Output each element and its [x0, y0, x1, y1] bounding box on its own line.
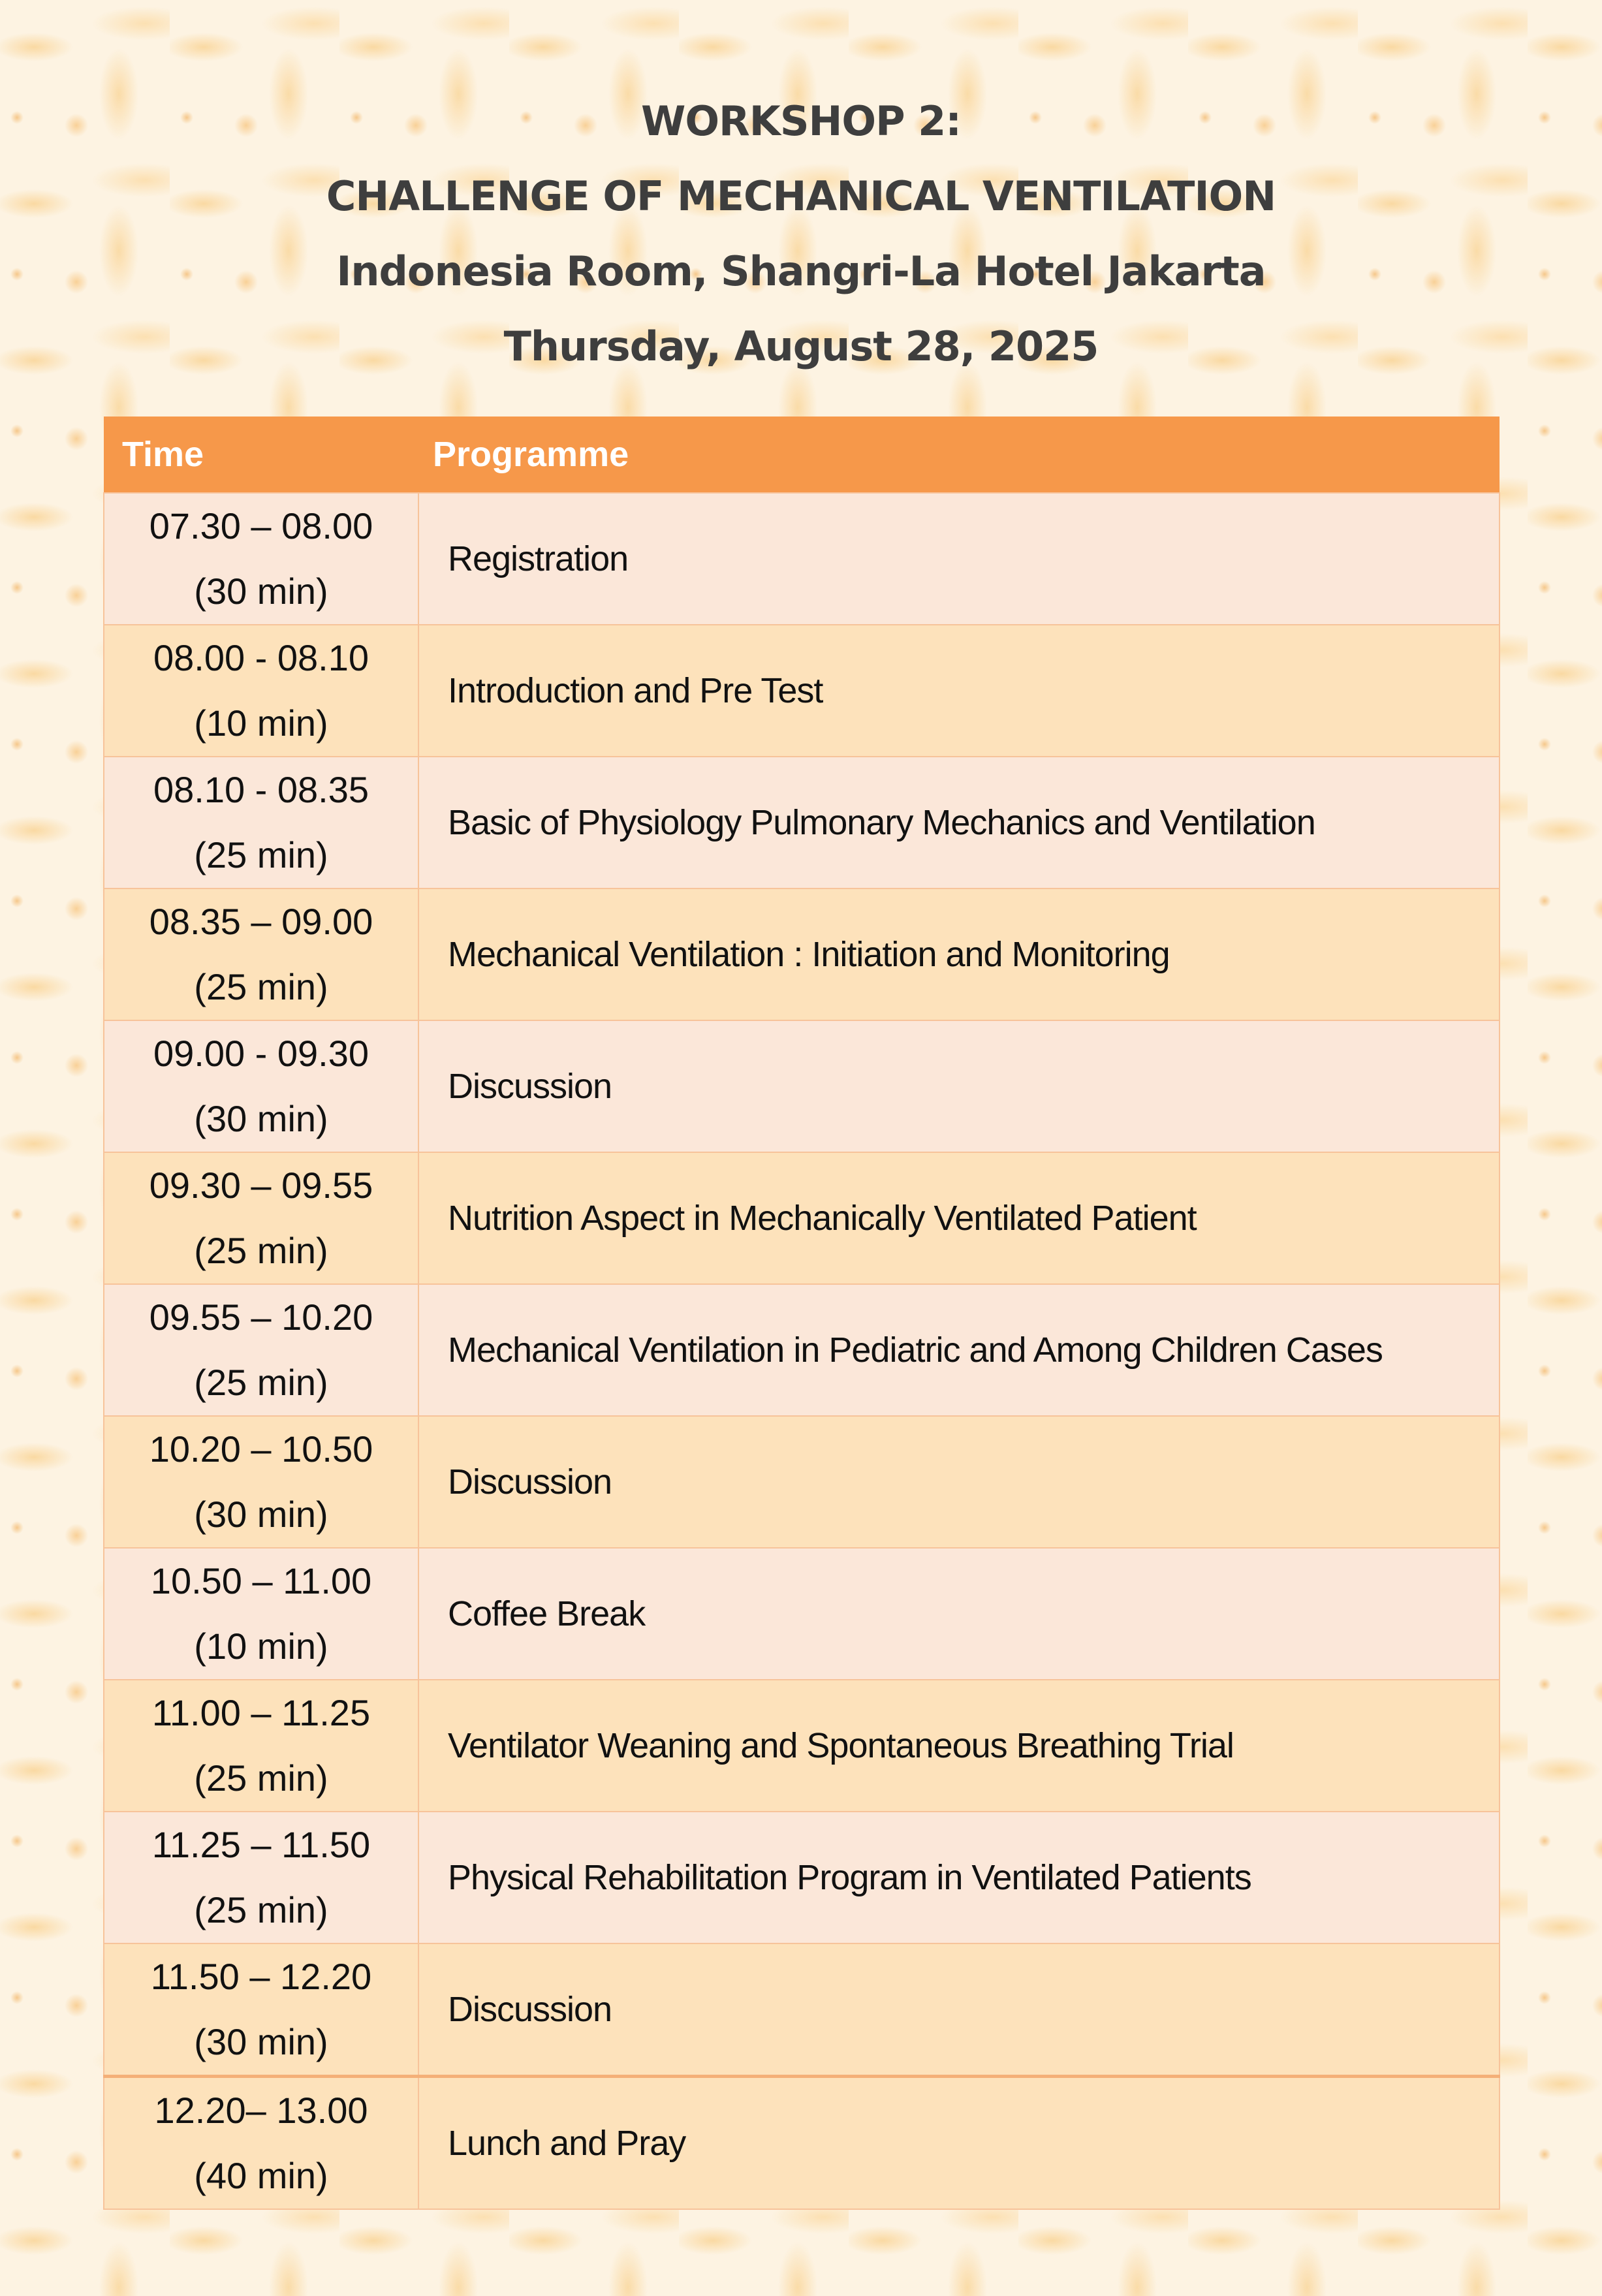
- time-range: 09.00 - 09.30: [153, 1033, 369, 1074]
- table-row: [104, 1812, 1500, 1943]
- duration: (30 min): [194, 1494, 328, 1535]
- time-range: 10.50 – 11.00: [150, 1560, 372, 1601]
- programme-cell: Ventilator Weaning and Spontaneous Breathing Trial: [418, 1680, 1500, 1812]
- time-range: 08.00 - 08.10: [153, 637, 369, 678]
- table-row: [104, 889, 1500, 1020]
- table-row: [104, 1020, 1500, 1152]
- time-cell: [104, 889, 418, 1020]
- duration: (10 min): [194, 1626, 328, 1667]
- programme-cell: Discussion: [418, 1416, 1500, 1548]
- programme-cell: Lunch and Pray: [418, 2077, 1500, 2210]
- programme-cell: Basic of Physiology Pulmonary Mechanics and Ventilation: [418, 757, 1500, 889]
- table-row: [104, 757, 1500, 889]
- schedule-table-body: [104, 493, 1500, 2209]
- table-row: [104, 625, 1500, 757]
- time-cell: [104, 1943, 418, 2077]
- programme-cell: Physical Rehabilitation Program in Ventilated Patients: [418, 1812, 1500, 1943]
- duration: (30 min): [194, 2021, 328, 2062]
- programme-cell: Mechanical Ventilation in Pediatric and Among Children Cases: [418, 1284, 1500, 1416]
- time-range: 11.25 – 11.50: [151, 1824, 371, 1865]
- table-row: [104, 2077, 1500, 2210]
- time-range: 08.10 - 08.35: [153, 769, 369, 810]
- column-header-programme: Programme: [418, 417, 1500, 493]
- time-range: 11.00 – 11.25: [151, 1692, 371, 1733]
- duration: (25 min): [194, 834, 328, 875]
- table-row: [104, 1416, 1500, 1548]
- workshop-title: WORKSHOP 2:: [640, 97, 962, 145]
- table-row: [104, 1548, 1500, 1680]
- column-header-time: Time: [104, 417, 418, 493]
- table-row: [104, 1152, 1500, 1284]
- time-cell: [104, 2077, 418, 2210]
- duration: (25 min): [194, 1230, 328, 1271]
- header-row: [104, 417, 1500, 493]
- duration: (10 min): [194, 702, 328, 744]
- workshop-venue: Indonesia Room, Shangri-La Hotel Jakarta: [336, 247, 1266, 295]
- workshop-subtitle: CHALLENGE OF MECHANICAL VENTILATION: [326, 172, 1276, 220]
- programme-cell: Discussion: [418, 1943, 1500, 2077]
- table-row: [104, 1284, 1500, 1416]
- programme-cell: Coffee Break: [418, 1548, 1500, 1680]
- programme-cell: Introduction and Pre Test: [418, 625, 1500, 757]
- duration: (40 min): [194, 2155, 328, 2196]
- duration: (25 min): [194, 966, 328, 1007]
- duration: (25 min): [194, 1362, 328, 1403]
- time-range: 10.20 – 10.50: [149, 1428, 373, 1470]
- table-row: [104, 1943, 1500, 2077]
- duration: (30 min): [194, 571, 328, 612]
- time-cell: [104, 1152, 418, 1284]
- time-cell: [104, 1548, 418, 1680]
- time-cell: [104, 757, 418, 889]
- duration: (30 min): [194, 1098, 328, 1139]
- table-row: [104, 1680, 1500, 1812]
- schedule-table: [103, 417, 1500, 2210]
- programme-cell: Discussion: [418, 1020, 1500, 1152]
- time-range: 09.30 – 09.55: [149, 1165, 373, 1206]
- programme-cell: Mechanical Ventilation : Initiation and Monitoring: [418, 889, 1500, 1020]
- workshop-date: Thursday, August 28, 2025: [503, 322, 1099, 370]
- time-cell: [104, 1416, 418, 1548]
- table-row: [104, 493, 1500, 625]
- programme-cell: Registration: [418, 493, 1500, 625]
- programme-cell: Nutrition Aspect in Mechanically Ventilated Patient: [418, 1152, 1500, 1284]
- duration: (25 min): [194, 1889, 328, 1930]
- time-cell: [104, 1812, 418, 1943]
- time-cell: [104, 1680, 418, 1812]
- time-cell: [104, 625, 418, 757]
- workshop-header: [0, 84, 1602, 384]
- time-cell: [104, 1284, 418, 1416]
- time-range: 07.30 – 08.00: [149, 505, 373, 546]
- time-cell: [104, 1020, 418, 1152]
- time-range: 11.50 – 12.20: [150, 1956, 372, 1997]
- time-range: 12.20– 13.00: [154, 2090, 368, 2131]
- time-cell: [104, 493, 418, 625]
- time-range: 09.55 – 10.20: [149, 1297, 373, 1338]
- time-range: 08.35 – 09.00: [149, 901, 373, 942]
- duration: (25 min): [194, 1757, 328, 1799]
- schedule-table-head: [104, 417, 1500, 493]
